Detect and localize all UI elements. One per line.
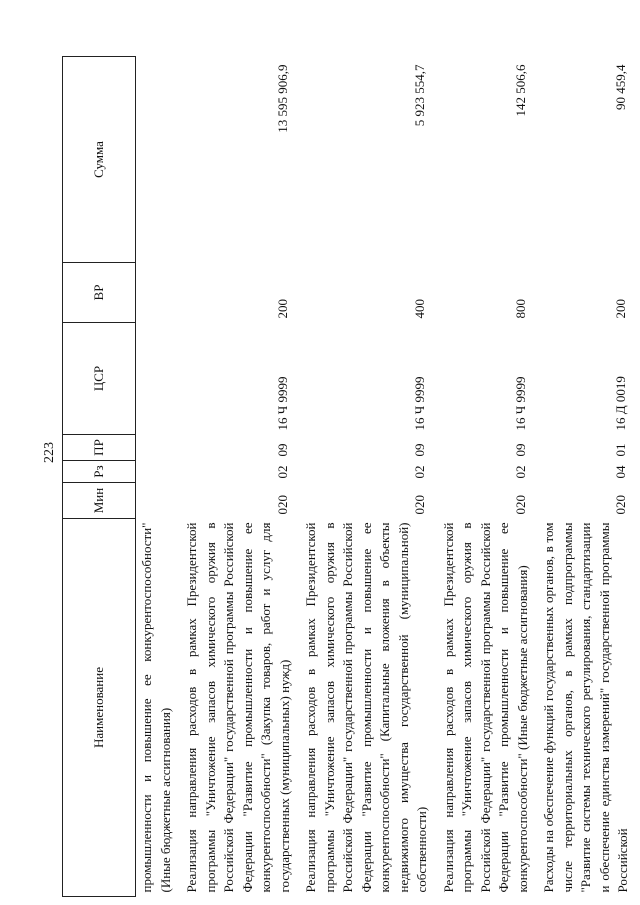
row-pr: 09 [274,443,290,457]
row-csr: 16 Ч 9999 [274,376,290,431]
row-rz: 02 [412,465,427,479]
row-csr: 16 Д 0019 [613,376,628,431]
table-row [136,57,176,897]
budget-table [62,56,633,897]
row-pr: 01 [613,443,628,457]
row-sum [136,57,176,263]
header-csr: ЦСР [63,323,136,435]
row-rz [136,461,176,483]
header-pr: ПР [63,435,136,461]
row-rz: 02 [512,465,528,479]
row-min: 020 [512,495,528,515]
row-vr: 800 [512,299,528,319]
row-pr: 09 [412,443,427,457]
table-row [175,57,294,897]
row-csr [136,323,176,435]
header-vr: ВР [63,263,136,323]
table-header-row [63,57,136,897]
row-vr: 200 [613,299,628,319]
page-number: 223 [42,442,57,463]
row-min [136,483,176,519]
row-name: промышленности и повышение ее конкурентоспособности" (Иные бюджетные ассигнования) [139,522,173,893]
row-rz: 02 [274,465,290,479]
row-rz: 04 [613,465,628,479]
row-csr: 16 Ч 9999 [412,376,427,431]
row-vr [136,263,176,323]
row-sum: 13 595 906,9 [274,64,290,133]
row-name: Реализация направления расходов в рамках Президентской программы "Уничтожение запасов химического оружия в Российской Федерации" государственной программы Российской Федерации "Развитие промышленности и повышение ее конкурентоспособности" (Капитальные вложения в объекты недвижимого имущества государственной (муниципальной) собственности) [303,522,429,893]
row-vr: 200 [274,299,290,319]
row-csr: 16 Ч 9999 [512,376,528,431]
row-sum: 90 459,4 [613,64,628,110]
row-name: Реализация направления расходов в рамках Президентской программы "Уничтожение запасов химического оружия в Российской Федерации" государственной программы Российской Федерации "Развитие промышленности и повышение ее конкурентоспособности" (Иные бюджетные ассигнования) [440,522,530,893]
header-min: Мин [63,483,136,519]
row-min: 020 [412,495,427,515]
row-sum: 5 923 554,7 [412,64,427,127]
row-name: Расходы на обеспечение функций государственных органов, в том числе территориальных органов, в рамках подпрограммы "Развитие системы технического регулирования, стандартизации и обеспечение единства измерений" государственной программы Российской [541,522,630,893]
table-row [432,57,533,897]
row-pr: 09 [512,443,528,457]
row-min: 020 [613,495,628,515]
header-rz: Рз [63,461,136,483]
table-row [294,57,432,897]
row-pr [136,435,176,461]
row-min: 020 [274,495,290,515]
row-vr: 400 [412,299,427,319]
row-sum: 142 506,6 [512,64,528,117]
row-name: Реализация направления расходов в рамках Президентской программы "Уничтожение запасов химического оружия в Российской Федерации" государственной программы Российской Федерации "Развитие промышленности и повышение ее конкурентоспособности" (Закупка товаров, работ и услуг для государственных (муниципальных) нужд) [184,522,292,893]
header-sum: Сумма [63,57,136,263]
table-row [532,57,633,897]
header-name: Наименование [63,519,136,897]
